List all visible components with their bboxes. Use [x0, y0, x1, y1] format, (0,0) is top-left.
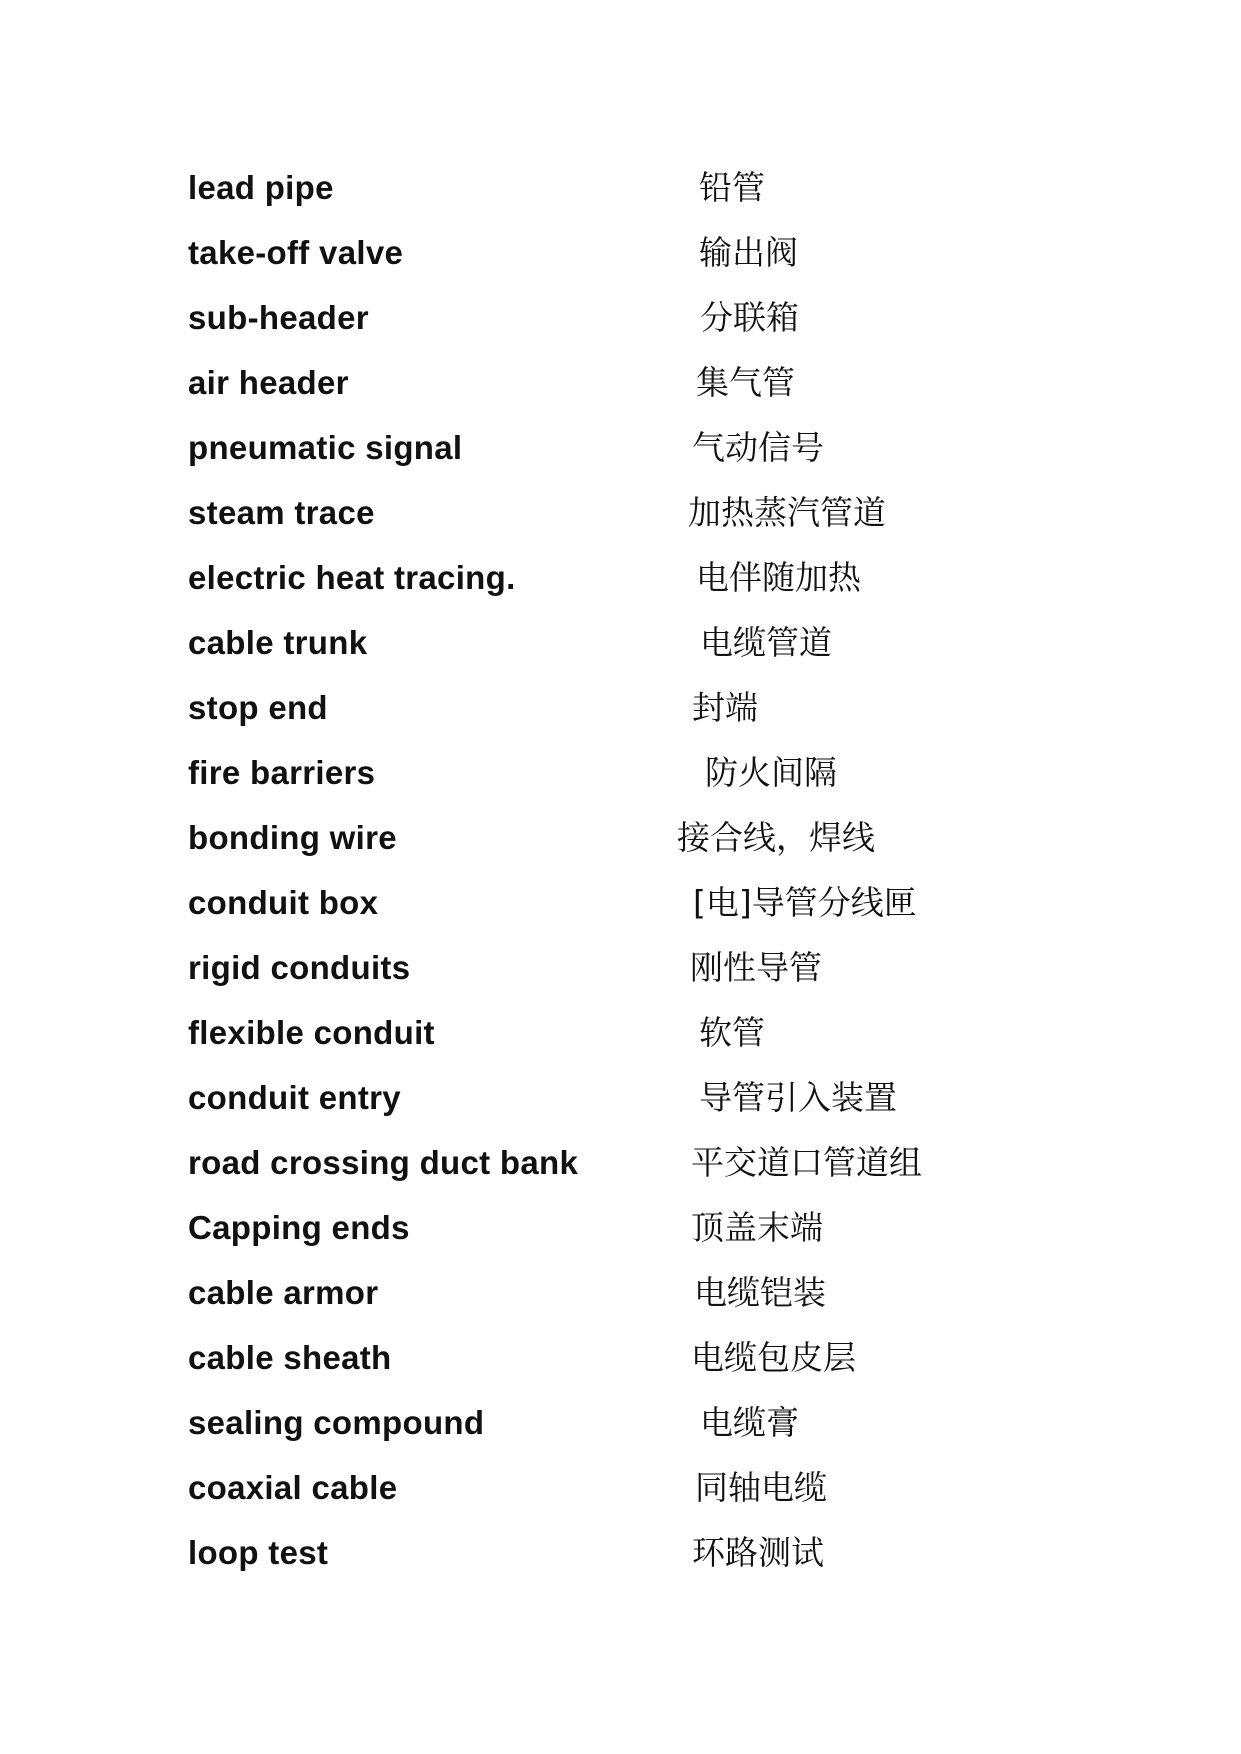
glossary-term: flexible conduit: [188, 1014, 435, 1051]
glossary-entry: [0, 1203, 1241, 1253]
glossary-term: fire barriers: [188, 754, 376, 791]
glossary-entry: [0, 1463, 1241, 1513]
glossary-term: air header: [188, 364, 349, 401]
glossary-entry: [0, 1398, 1241, 1448]
glossary-term: sealing compound: [188, 1404, 485, 1441]
glossary-term: sub-header: [188, 299, 369, 336]
glossary-term: cable trunk: [188, 624, 368, 661]
glossary-translation: 集气管: [696, 363, 795, 402]
glossary-translation: 电缆包皮层: [691, 1338, 856, 1377]
glossary-term: cable sheath: [188, 1339, 392, 1376]
glossary-entry: [0, 293, 1241, 343]
glossary-term: conduit entry: [188, 1079, 401, 1116]
glossary-entry: [0, 488, 1241, 538]
glossary-term: loop test: [188, 1534, 329, 1571]
glossary-translation: 铅管: [699, 168, 765, 207]
glossary-translation: 刚性导管: [690, 948, 822, 987]
glossary-translation: 电缆铠装: [694, 1273, 826, 1312]
glossary-term: steam trace: [188, 494, 375, 531]
glossary-term: cable armor: [188, 1274, 379, 1311]
glossary-term: electric heat tracing.: [188, 559, 516, 596]
glossary-entry: [0, 748, 1241, 798]
glossary-translation: 加热蒸汽管道: [688, 493, 886, 532]
glossary-translation: 导管引入装置: [699, 1078, 897, 1117]
glossary-entry: [0, 1008, 1241, 1058]
glossary-translation: 电缆管道: [700, 623, 832, 662]
glossary-translation: [电]导管分线匣: [693, 883, 917, 922]
glossary-translation: 软管: [699, 1013, 765, 1052]
glossary-entry: [0, 163, 1241, 213]
glossary-entry: [0, 1268, 1241, 1318]
glossary-entry: [0, 1333, 1241, 1383]
glossary-entry: [0, 943, 1241, 993]
glossary-entry: [0, 553, 1241, 603]
glossary-entry: [0, 358, 1241, 408]
glossary-translation: 输出阀: [699, 233, 798, 272]
glossary-translation: 气动信号: [692, 428, 824, 467]
glossary-term: pneumatic signal: [188, 429, 463, 466]
glossary-translation: 分联箱: [700, 298, 799, 337]
glossary-term: Capping ends: [188, 1209, 410, 1246]
glossary-translation: 平交道口管道组: [691, 1143, 922, 1182]
glossary-translation: 接合线，焊线: [677, 818, 875, 857]
glossary-translation: 封端: [692, 688, 758, 727]
glossary-term: conduit box: [188, 884, 379, 921]
glossary-entry: [0, 1138, 1241, 1188]
glossary-term: coaxial cable: [188, 1469, 398, 1506]
glossary-entry: [0, 683, 1241, 733]
glossary-entry: [0, 878, 1241, 928]
glossary-translation: 同轴电缆: [695, 1468, 827, 1507]
glossary-term: take-off valve: [188, 234, 404, 271]
glossary-translation: 防火间隔: [705, 753, 837, 792]
glossary-entry: [0, 1528, 1241, 1578]
glossary-entry: [0, 228, 1241, 278]
glossary-term: rigid conduits: [188, 949, 411, 986]
glossary-translation: 电伴随加热: [696, 558, 861, 597]
glossary-entry: [0, 1073, 1241, 1123]
glossary-term: road crossing duct bank: [188, 1144, 579, 1181]
glossary-translation: 环路测试: [692, 1533, 824, 1572]
glossary-translation: 顶盖末端: [691, 1208, 823, 1247]
glossary-entry: [0, 618, 1241, 668]
glossary-term: bonding wire: [188, 819, 397, 856]
glossary-translation: 电缆膏: [700, 1403, 799, 1442]
glossary-entry: [0, 813, 1241, 863]
glossary-term: lead pipe: [188, 169, 334, 206]
glossary-term: stop end: [188, 689, 328, 726]
glossary-entry: [0, 423, 1241, 473]
